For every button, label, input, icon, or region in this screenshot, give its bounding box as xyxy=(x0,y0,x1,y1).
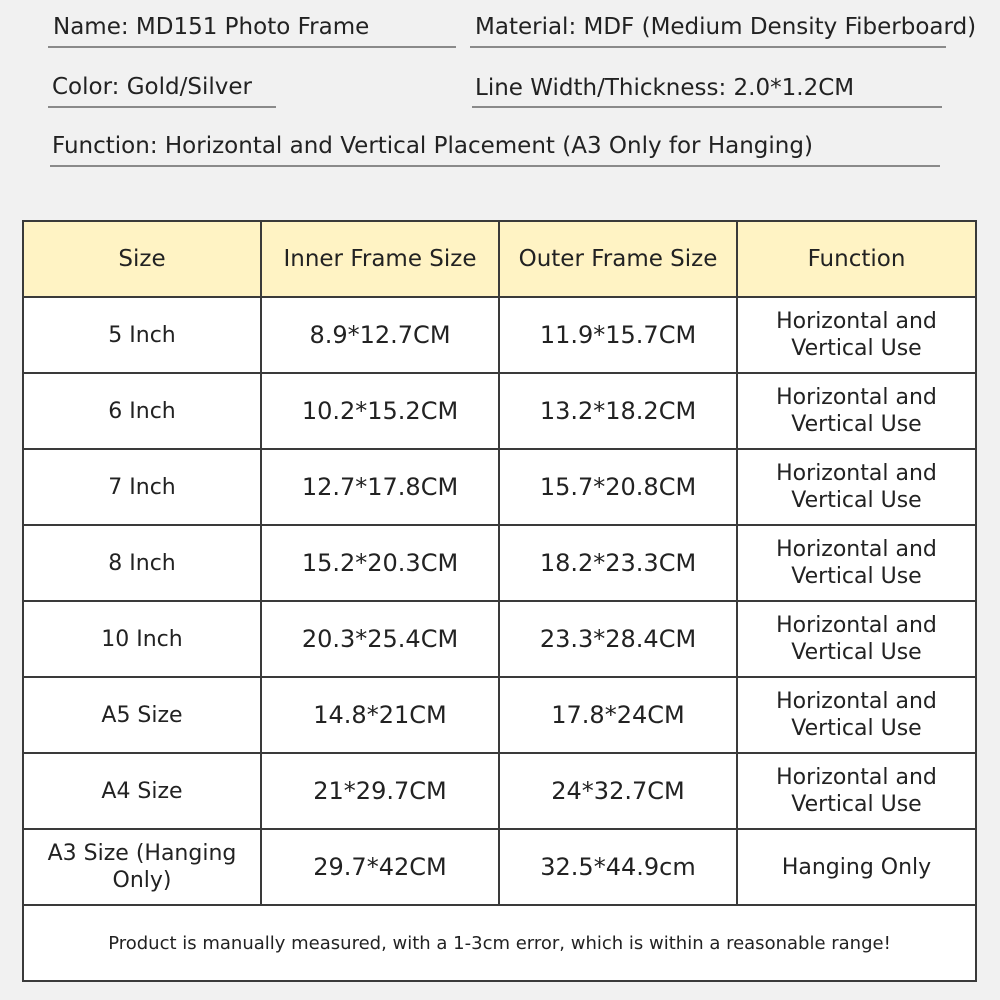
cell-inner-size: 15.2*20.3CM xyxy=(261,525,499,601)
cell-inner-size: 12.7*17.8CM xyxy=(261,449,499,525)
table-row xyxy=(23,449,976,525)
cell-size: A4 Size xyxy=(23,753,261,829)
cell-function-text: Hanging Only xyxy=(781,854,932,880)
cell-size: 10 Inch xyxy=(23,601,261,677)
measurement-note: Product is manually measured, with a 1-3cm error, which is within a reasonable range! xyxy=(23,905,976,981)
cell-outer-size: 18.2*23.3CM xyxy=(499,525,737,601)
cell-function xyxy=(737,829,976,905)
spec-line-width-underline xyxy=(472,106,942,108)
cell-function-text: Horizontal and Vertical Use xyxy=(776,461,937,513)
cell-inner-size: 8.9*12.7CM xyxy=(261,297,499,373)
cell-function-text: Horizontal and Vertical Use xyxy=(776,537,937,589)
cell-size: 7 Inch xyxy=(23,449,261,525)
cell-function xyxy=(737,449,976,525)
header-size: Size xyxy=(23,221,261,297)
cell-function xyxy=(737,753,976,829)
cell-inner-size: 10.2*15.2CM xyxy=(261,373,499,449)
cell-size: 8 Inch xyxy=(23,525,261,601)
cell-outer-size: 17.8*24CM xyxy=(499,677,737,753)
cell-outer-size: 32.5*44.9cm xyxy=(499,829,737,905)
cell-function xyxy=(737,297,976,373)
cell-size: 6 Inch xyxy=(23,373,261,449)
cell-function-text: Horizontal and Vertical Use xyxy=(776,385,937,437)
spec-name: Name: MD151 Photo Frame xyxy=(53,14,370,40)
spec-function-underline xyxy=(50,165,940,167)
spec-function: Function: Horizontal and Vertical Placement (A3 Only for Hanging) xyxy=(52,133,813,159)
table-row xyxy=(23,601,976,677)
cell-inner-size: 29.7*42CM xyxy=(261,829,499,905)
spec-material-underline xyxy=(470,46,946,48)
cell-function xyxy=(737,373,976,449)
table-row xyxy=(23,373,976,449)
header-inner-frame-size: Inner Frame Size xyxy=(261,221,499,297)
table-row xyxy=(23,677,976,753)
cell-function-text: Horizontal and Vertical Use xyxy=(776,689,937,741)
cell-inner-size: 14.8*21CM xyxy=(261,677,499,753)
cell-outer-size: 15.7*20.8CM xyxy=(499,449,737,525)
cell-size: A5 Size xyxy=(23,677,261,753)
cell-function xyxy=(737,601,976,677)
spec-name-underline xyxy=(48,46,456,48)
table-row xyxy=(23,753,976,829)
cell-function-text: Horizontal and Vertical Use xyxy=(776,309,937,361)
table-row xyxy=(23,525,976,601)
cell-outer-size: 23.3*28.4CM xyxy=(499,601,737,677)
cell-size xyxy=(23,829,261,905)
cell-size: 5 Inch xyxy=(23,297,261,373)
cell-size-text: A3 Size (Hanging Only) xyxy=(47,841,237,893)
table-row xyxy=(23,297,976,373)
header-outer-frame-size: Outer Frame Size xyxy=(499,221,737,297)
spec-color: Color: Gold/Silver xyxy=(52,74,252,100)
table-row xyxy=(23,829,976,905)
table-header-row xyxy=(23,221,976,297)
spec-color-underline xyxy=(48,106,276,108)
cell-function xyxy=(737,525,976,601)
cell-function-text: Horizontal and Vertical Use xyxy=(776,765,937,817)
header-function: Function xyxy=(737,221,976,297)
cell-outer-size: 11.9*15.7CM xyxy=(499,297,737,373)
table-note-row xyxy=(23,905,976,981)
spec-material: Material: MDF (Medium Density Fiberboard) xyxy=(475,14,977,40)
cell-inner-size: 20.3*25.4CM xyxy=(261,601,499,677)
cell-function xyxy=(737,677,976,753)
cell-outer-size: 13.2*18.2CM xyxy=(499,373,737,449)
cell-inner-size: 21*29.7CM xyxy=(261,753,499,829)
cell-outer-size: 24*32.7CM xyxy=(499,753,737,829)
cell-function-text: Horizontal and Vertical Use xyxy=(776,613,937,665)
size-table xyxy=(22,220,977,982)
spec-line-width: Line Width/Thickness: 2.0*1.2CM xyxy=(475,75,855,101)
